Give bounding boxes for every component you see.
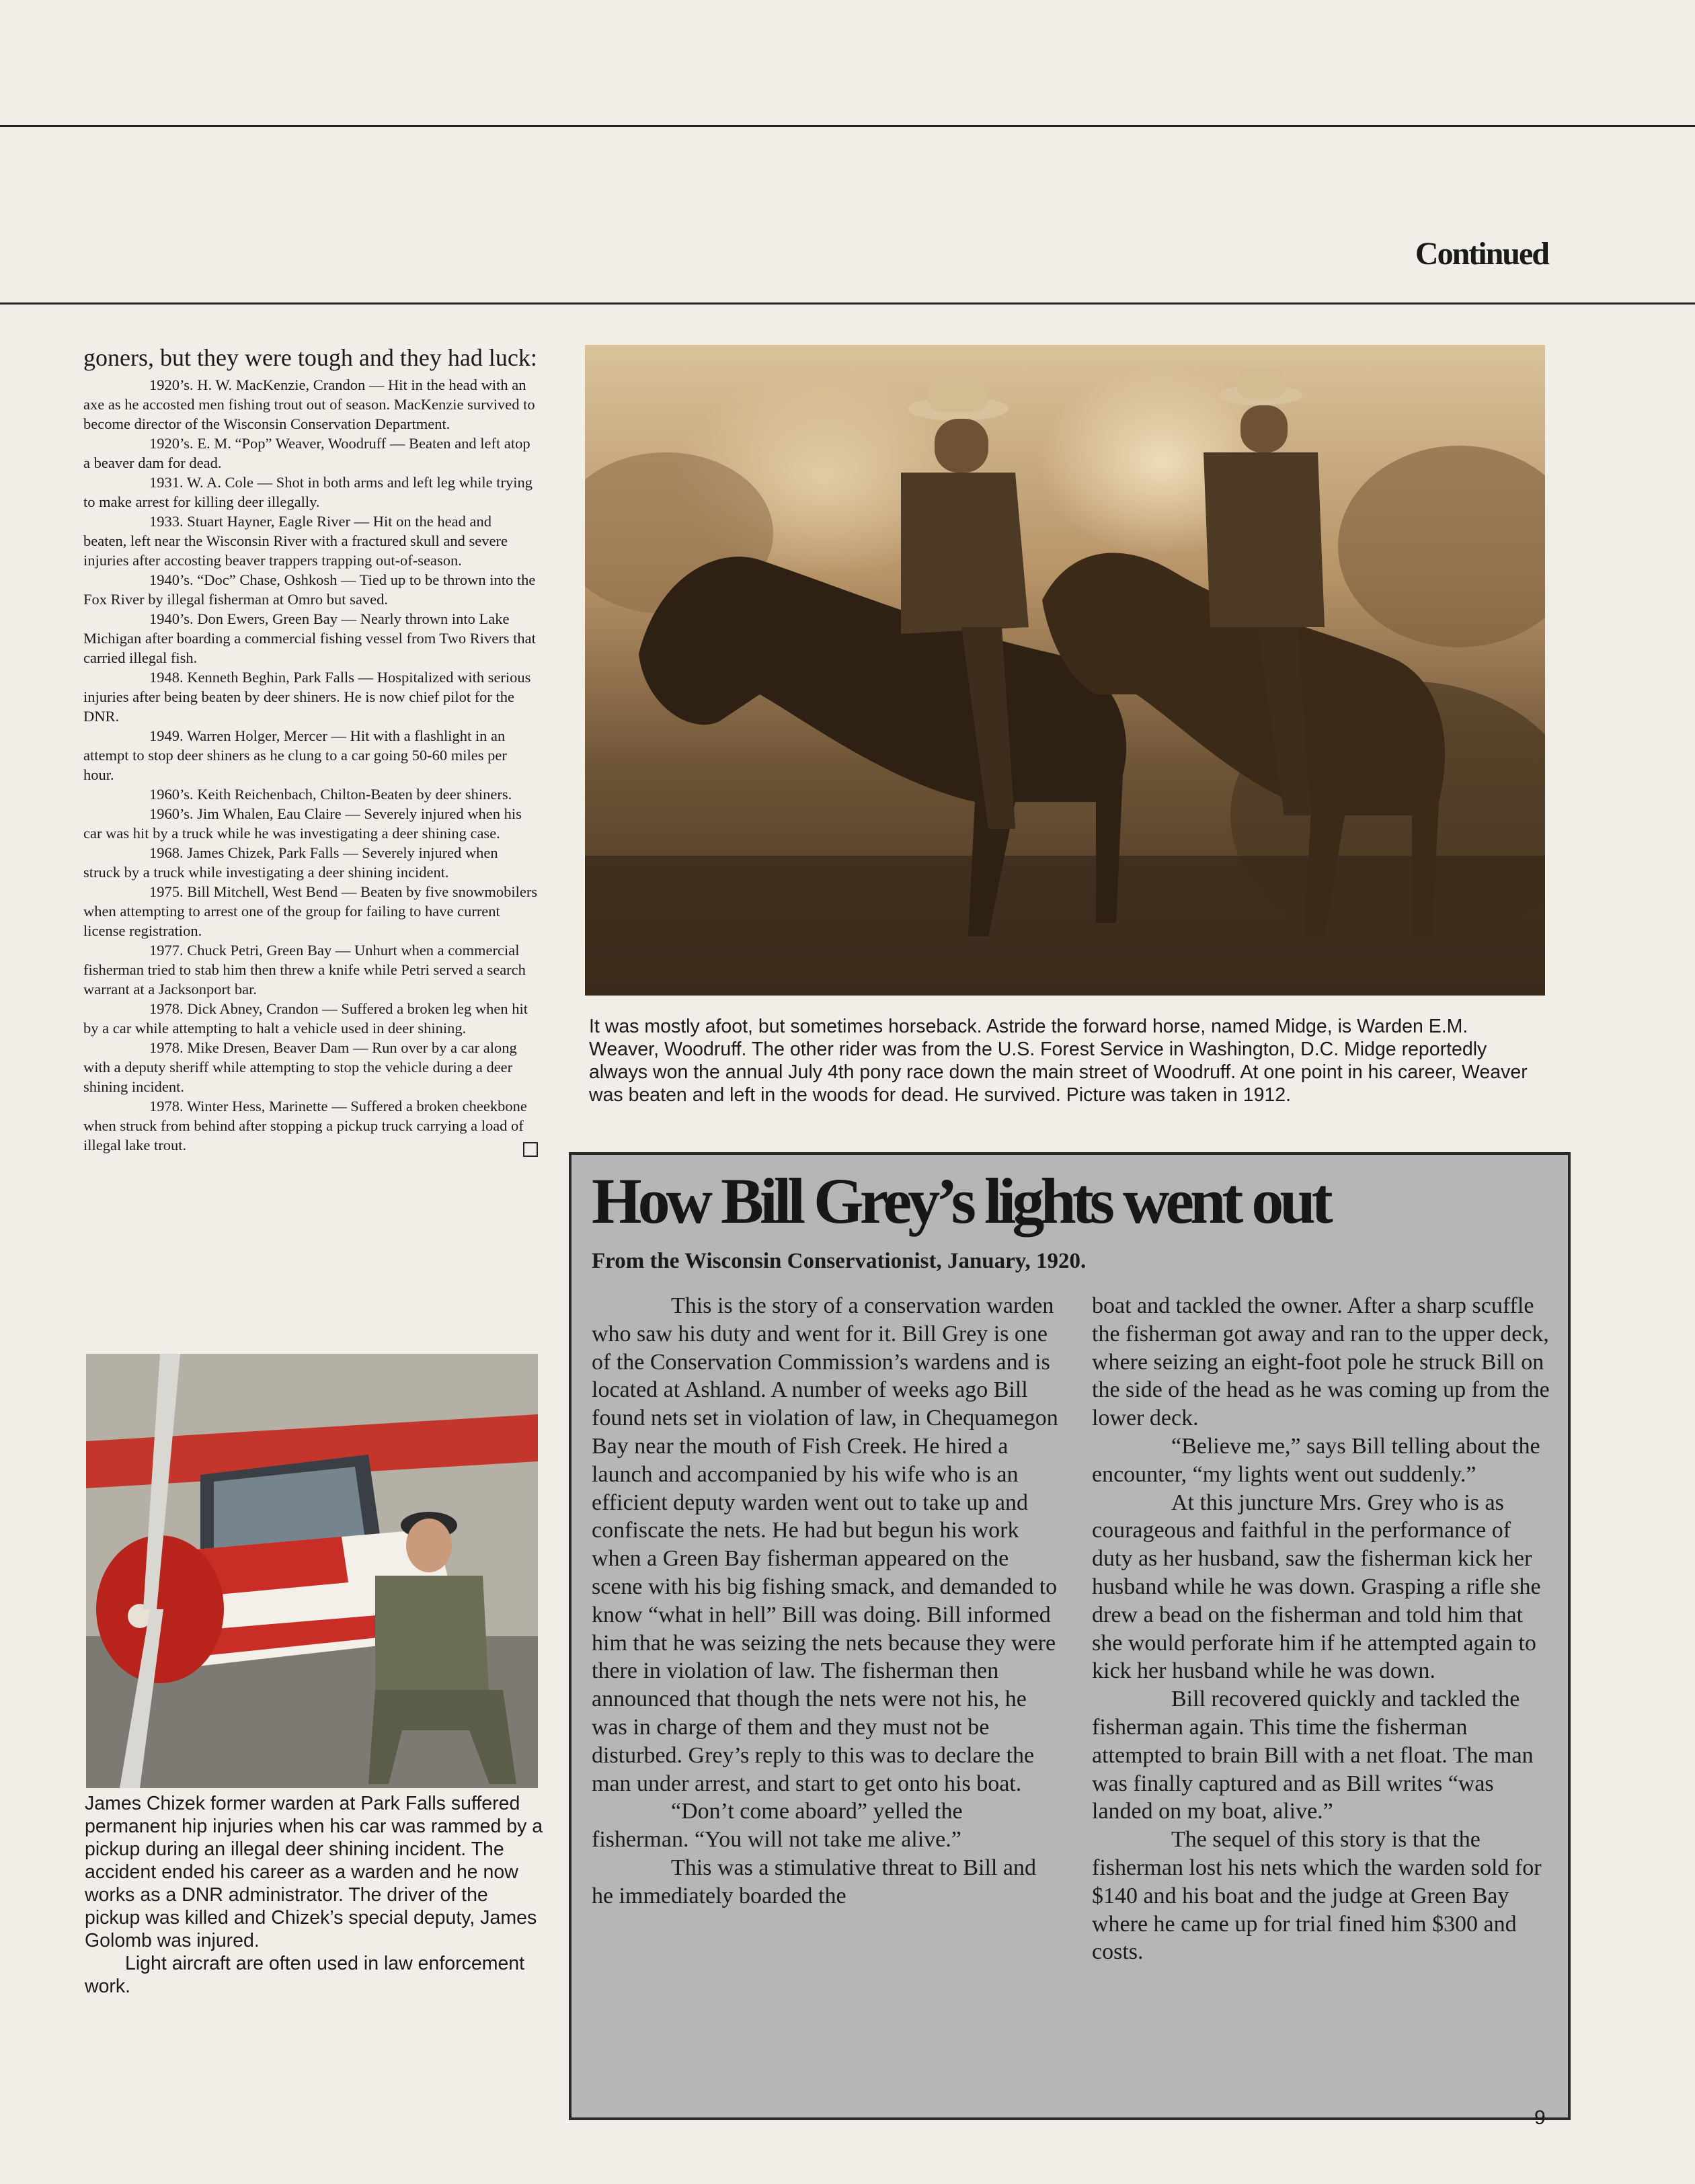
sidebar-title: How Bill Grey’s lights went out (592, 1165, 1329, 1237)
header-rule (0, 302, 1695, 305)
sidebar-paragraph: Bill recovered quickly and tackled the fisherman again. This time the fisherman attempted to brain Bill with a net float. The man was finally captured and as Bill writes “was landed on my boat, alive.” (1092, 1687, 1534, 1824)
incident-item: 1975. Bill Mitchell, West Bend — Beaten by five snowmobilers when attempting to arrest one of the group for failing to have current license registration. (83, 883, 538, 939)
continued-label: Continued (1415, 236, 1548, 272)
horseback-photo-caption: It was mostly afoot, but sometimes horseback. Astride the forward horse, named Midge, is Warden E.M. Weaver, Woodruff. The other rider was from the U.S. Forest Service in Washington, D.C. Midge reportedly always won the annual July 4th pony race down the main street of Woodruff. At one point in his career, Weaver was beaten and left in the woods for dead. He survived. Picture was taken in 1912. (589, 1016, 1528, 1106)
sidebar-paragraph: At this juncture Mrs. Grey who is as courageous and faithful in the performance of duty as her husband, saw the fisherman kick her husband while he was down. Grasping a rifle she drew a bead on the fisherman and told him that she would perforate him if he attempted again to kick her husband while he was down. (1092, 1490, 1541, 1684)
incident-item: 1968. James Chizek, Park Falls — Severely injured when struck by a truck while investigating a deer shining incident. (83, 844, 498, 881)
incident-item: 1978. Winter Hess, Marinette — Suffered a broken cheekbone when struck from behind after stopping a pickup truck carrying a load of illegal lake trout. (83, 1098, 527, 1154)
lead-text: goners, but they were tough and they had luck: (83, 344, 537, 371)
page-number: 9 (1534, 2107, 1546, 2129)
sidebar-paragraph: This is the story of a conservation warden who saw his duty and went for it. Bill Grey is one of the Conservation Commission’s wardens and is located at Ashland. A number of weeks ago Bill found nets set in violation of law, in Chequamegon Bay near the mouth of Fish Creek. He hired a launch and accompanied by his wife who is an efficient deputy warden went out to take up and confiscate the nets. He had but begun his work when a Green Bay fisherman appeared on the scene with his big fishing smack, and demanded to know “what in hell” Bill was doing. Bill informed him that he was seizing the nets because they were there in violation of law. The fisherman then announced that though the nets were not his, he was in charge of them and they must not be disturbed. Grey’s reply to this was to declare the man under arrest, and start to get onto his boat. (592, 1293, 1058, 1796)
incident-item: 1960’s. Keith Reichenbach, Chilton-Beaten by deer shiners. (149, 786, 512, 803)
incident-item: 1931. W. A. Cole — Shot in both arms and left leg while trying to make arrest for killing deer illegally. (83, 474, 533, 510)
left-column (83, 344, 538, 1157)
aircraft-caption-text: James Chizek former warden at Park Falls suffered permanent hip injuries when his car was rammed by a pickup during an illegal deer shining incident. The accident ended his career as a warden and he now works as a DNR administrator. The driver of the pickup was killed and Chizek’s special deputy, James Golomb was injured. (85, 1793, 543, 1951)
aircraft-photo-caption (85, 1792, 549, 1998)
end-of-article-box (523, 1142, 538, 1157)
aircraft-caption-note: Light aircraft are often used in law enforcement work. (85, 1953, 525, 1997)
sidebar-column-2 (1092, 1292, 1556, 1966)
sidebar-paragraph: The sequel of this story is that the fisherman lost his nets which the warden sold for $140 and his boat and the judge at Green Bay where he came up for trial fined him $300 and costs. (1092, 1827, 1542, 1965)
aircraft-illustration (86, 1354, 538, 1788)
incident-item: 1940’s. “Doc” Chase, Oshkosh — Tied up to be thrown into the Fox River by illegal fisherman at Omro but saved. (83, 571, 536, 608)
sidebar-paragraph: “Believe me,” says Bill telling about the encounter, “my lights went out suddenly.” (1092, 1433, 1540, 1487)
photo-warden-aircraft (86, 1354, 538, 1788)
sidebar-paragraph: boat and tackled the owner. After a sharp scuffle the fisherman got away and ran to the upper deck, where seizing an eight-foot pole he struck Bill on the side of the head as he was coming up from the lower deck. (1092, 1293, 1550, 1431)
incident-item: 1977. Chuck Petri, Green Bay — Unhurt when a commercial fisherman tried to stab him then threw a knife while Petri served a search warrant at a Jacksonport bar. (83, 942, 526, 998)
incident-item: 1940’s. Don Ewers, Green Bay — Nearly thrown into Lake Michigan after boarding a commercial fishing vessel from Two Rivers that carried illegal fish. (83, 610, 536, 666)
incident-item: 1948. Kenneth Beghin, Park Falls — Hospitalized with serious injuries after being beaten by deer shiners. He is now chief pilot for the DNR. (83, 669, 531, 725)
incident-item: 1978. Mike Dresen, Beaver Dam — Run over by a car along with a deputy sheriff while attempting to stop the vehicle during a deer shining incident. (83, 1039, 517, 1095)
incident-item: 1949. Warren Holger, Mercer — Hit with a flashlight in an attempt to stop deer shiners as he clung to a car going 50-60 miles per hour. (83, 727, 507, 783)
incident-item: 1933. Stuart Hayner, Eagle River — Hit on the head and beaten, left near the Wisconsin River with a fractured skull and severe injuries after accosting beaver trappers trapping out-of-season. (83, 513, 508, 569)
incident-item: 1920’s. E. M. “Pop” Weaver, Woodruff — Beaten and left atop a beaver dam for dead. (83, 435, 530, 471)
sidebar-column-1 (592, 1292, 1062, 1910)
sidebar-story-box (569, 1152, 1571, 2120)
incident-item: 1978. Dick Abney, Crandon — Suffered a broken leg when hit by a car while attempting to halt a vehicle used in deer shining. (83, 1000, 528, 1037)
sidebar-paragraph: “Don’t come aboard” yelled the fisherman. “You will not take me alive.” (592, 1799, 963, 1853)
photo-horseback-riders (585, 345, 1545, 996)
sidebar-paragraph: This was a stimulative threat to Bill and he immediately boarded the (592, 1855, 1036, 1908)
sidebar-source: From the Wisconsin Conservationist, January, 1920. (592, 1249, 1087, 1273)
incident-item: 1960’s. Jim Whalen, Eau Claire — Severely injured when his car was hit by a truck while he was investigating a deer shining case. (83, 805, 522, 842)
top-rule (0, 125, 1695, 127)
incident-item: 1920’s. H. W. MacKenzie, Crandon — Hit in the head with an axe as he accosted men fishing trout out of season. MacKenzie survived to become director of the Wisconsin Conservation Department. (83, 376, 535, 432)
horseback-illustration (585, 345, 1545, 996)
